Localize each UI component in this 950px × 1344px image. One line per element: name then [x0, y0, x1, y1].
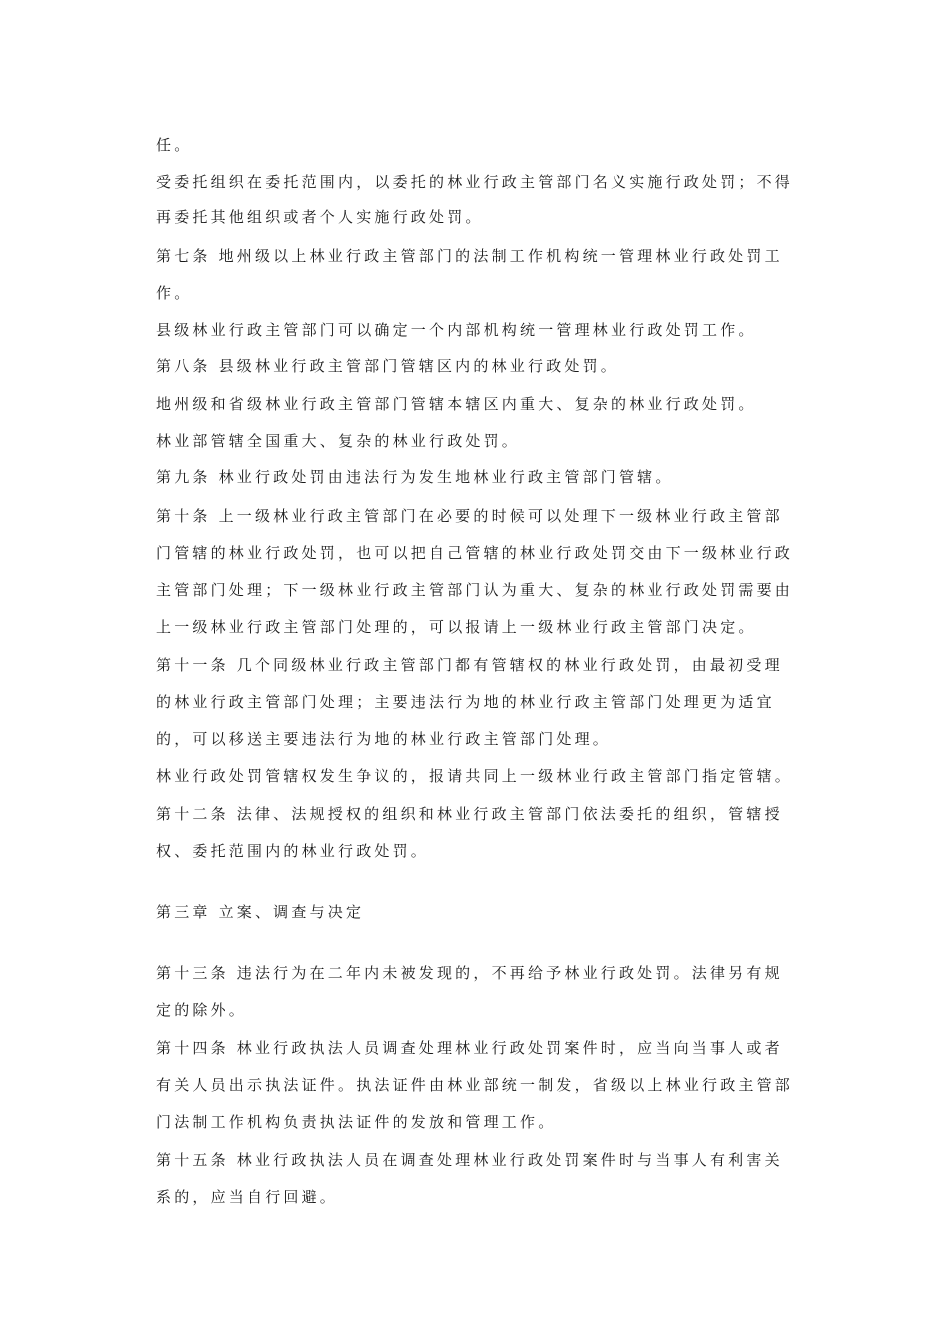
text-line: 林业部管辖全国重大、复杂的林业行政处罚。: [156, 432, 521, 450]
text-line: 第十条 上一级林业行政主管部门在必要的时候可以处理下一级林业行政主管部: [156, 507, 783, 525]
text-line: 系的，应当自行回避。: [156, 1188, 339, 1206]
text-line: 有关人员出示执法证件。执法证件由林业部统一制发，省级以上林业行政主管部: [156, 1076, 794, 1094]
text-line: 定的除外。: [156, 1001, 248, 1019]
text-line: 上一级林业行政主管部门处理的，可以报请上一级林业行政主管部门决定。: [156, 618, 757, 636]
text-line: 第十五条 林业行政执法人员在调查处理林业行政处罚案件时与当事人有利害关: [156, 1151, 783, 1169]
text-line: 第七条 地州级以上林业行政主管部门的法制工作机构统一管理林业行政处罚工: [156, 247, 783, 265]
text-line: 县级林业行政主管部门可以确定一个内部机构统一管理林业行政处罚工作。: [156, 321, 757, 339]
text-line: 第八条 县级林业行政主管部门管辖区内的林业行政处罚。: [156, 357, 619, 375]
text-line: 权、委托范围内的林业行政处罚。: [156, 842, 430, 860]
text-line: 第九条 林业行政处罚由违法行为发生地林业行政主管部门管辖。: [156, 468, 674, 486]
text-line: 任。: [156, 136, 193, 154]
text-line: 的，可以移送主要违法行为地的林业行政主管部门处理。: [156, 730, 612, 748]
text-line: 第十三条 违法行为在二年内未被发现的，不再给予林业行政处罚。法律另有规: [156, 964, 783, 982]
chapter-heading: 第三章 立案、调查与决定: [156, 903, 365, 921]
text-line: 主管部门处理；下一级林业行政主管部门认为重大、复杂的林业行政处罚需要由: [156, 581, 794, 599]
text-line: 第十一条 几个同级林业行政主管部门都有管辖权的林业行政处罚，由最初受理: [156, 656, 783, 674]
text-line: 再委托其他组织或者个人实施行政处罚。: [156, 208, 484, 226]
text-line: 第十二条 法律、法规授权的组织和林业行政主管部门依法委托的组织，管辖授: [156, 805, 783, 823]
text-line: 门管辖的林业行政处罚，也可以把自己管辖的林业行政处罚交由下一级林业行政: [156, 544, 794, 562]
text-line: 第十四条 林业行政执法人员调查处理林业行政处罚案件时，应当向当事人或者: [156, 1039, 783, 1057]
text-line: 林业行政处罚管辖权发生争议的，报请共同上一级林业行政主管部门指定管辖。: [156, 767, 794, 785]
text-line: 门法制工作机构负责执法证件的发放和管理工作。: [156, 1113, 557, 1131]
text-line: 的林业行政主管部门处理；主要违法行为地的林业行政主管部门处理更为适宜: [156, 693, 775, 711]
text-line: 作。: [156, 284, 193, 302]
text-line: 地州级和省级林业行政主管部门管辖本辖区内重大、复杂的林业行政处罚。: [156, 395, 757, 413]
text-line: 受委托组织在委托范围内，以委托的林业行政主管部门名义实施行政处罚；不得: [156, 173, 794, 191]
